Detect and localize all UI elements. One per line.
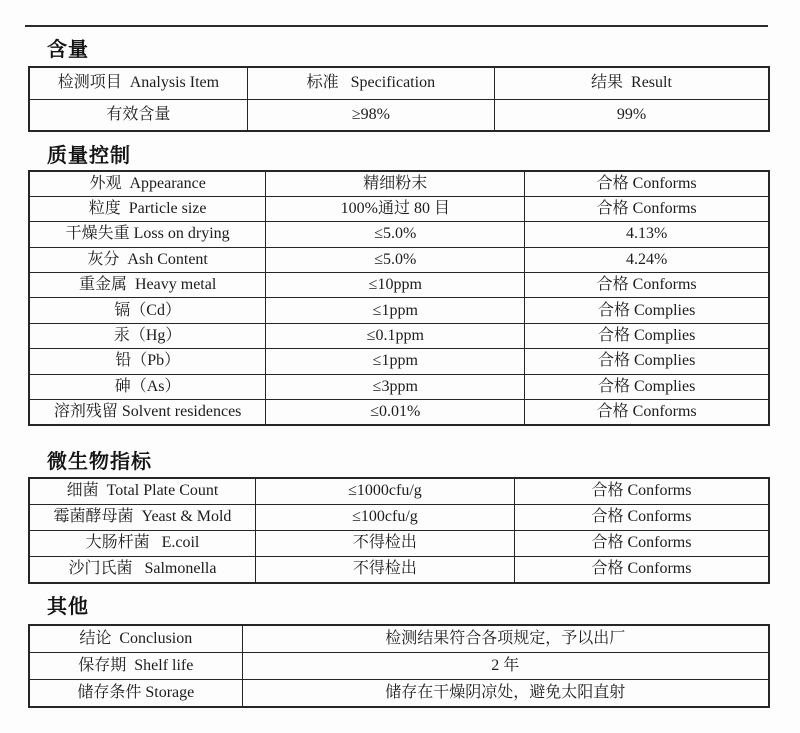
table-cell: 粒度 Particle size (29, 196, 266, 221)
table-row (29, 557, 769, 583)
table-cell: 合格 Conforms (514, 478, 769, 504)
table-row (29, 171, 769, 196)
table-row (29, 530, 769, 556)
table-row (29, 374, 769, 399)
table-cell: 4.13% (525, 222, 769, 247)
table-row (29, 652, 769, 679)
table-cell: 干燥失重 Loss on drying (29, 222, 266, 247)
table-cell: 有效含量 (29, 99, 247, 131)
table-row (29, 196, 769, 221)
table-row (29, 625, 769, 652)
top-rule (25, 25, 768, 27)
table-cell: ≤1000cfu/g (255, 478, 514, 504)
table-row (29, 67, 769, 99)
table-cell: ≤10ppm (266, 273, 525, 298)
table-cell: 合格 Conforms (525, 273, 769, 298)
table-row (29, 222, 769, 247)
table-row (29, 298, 769, 323)
table-cell: 铅（Pb） (29, 349, 266, 374)
table-cell: 合格 Complies (525, 323, 769, 348)
section-heading-other: 其他 (47, 596, 89, 618)
table-row (29, 273, 769, 298)
content-table (28, 66, 770, 132)
table-cell: 砷（As） (29, 374, 266, 399)
table-row (29, 323, 769, 348)
table-cell: ≤0.01% (266, 400, 525, 425)
table-cell: 99% (494, 99, 769, 131)
table-cell: ≤1ppm (266, 298, 525, 323)
table-cell: 大肠杆菌 E.coil (29, 530, 255, 556)
table-cell: 外观 Appearance (29, 171, 266, 196)
table-cell: 灰分 Ash Content (29, 247, 266, 272)
table-cell: 沙门氏菌 Salmonella (29, 557, 255, 583)
section-heading-quality-control: 质量控制 (47, 145, 131, 167)
table-cell: 细菌 Total Plate Count (29, 478, 255, 504)
table-cell: 检测结果符合各项规定，予以出厂 (242, 625, 769, 652)
table-row (29, 478, 769, 504)
table-cell: 100%通过 80 目 (266, 196, 525, 221)
table-cell: ≥98% (247, 99, 494, 131)
section-heading-microbiological: 微生物指标 (47, 451, 152, 473)
table-cell: 汞（Hg） (29, 323, 266, 348)
table-cell: 标准 Specification (247, 67, 494, 99)
table-row (29, 247, 769, 272)
table-cell: ≤5.0% (266, 222, 525, 247)
table-cell: 合格 Conforms (525, 400, 769, 425)
section-heading-content: 含量 (47, 39, 89, 61)
table-cell: 不得检出 (255, 557, 514, 583)
table-cell: ≤3ppm (266, 374, 525, 399)
table-cell: 检测项目 Analysis Item (29, 67, 247, 99)
microbiological-table (28, 477, 770, 584)
table-row (29, 400, 769, 425)
table-cell: 镉（Cd） (29, 298, 266, 323)
table-row (29, 349, 769, 374)
table-cell: 合格 Conforms (514, 557, 769, 583)
table-cell: 4.24% (525, 247, 769, 272)
table-cell: 2 年 (242, 652, 769, 679)
table-cell: ≤5.0% (266, 247, 525, 272)
table-cell: 合格 Complies (525, 349, 769, 374)
table-cell: 精细粉末 (266, 171, 525, 196)
table-cell: 合格 Conforms (525, 196, 769, 221)
table-cell: 合格 Complies (525, 374, 769, 399)
table-cell: 储存条件 Storage (29, 680, 242, 707)
table-cell: 保存期 Shelf life (29, 652, 242, 679)
table-cell: 不得检出 (255, 530, 514, 556)
table-cell: 溶剂残留 Solvent residences (29, 400, 266, 425)
table-cell: 霉菌酵母菌 Yeast & Mold (29, 504, 255, 530)
table-cell: 重金属 Heavy metal (29, 273, 266, 298)
table-row (29, 504, 769, 530)
table-cell: 结果 Result (494, 67, 769, 99)
table-cell: ≤100cfu/g (255, 504, 514, 530)
table-cell: ≤1ppm (266, 349, 525, 374)
table-cell: 结论 Conclusion (29, 625, 242, 652)
other-table (28, 624, 770, 708)
table-cell: 合格 Conforms (514, 530, 769, 556)
table-cell: 合格 Conforms (525, 171, 769, 196)
table-cell: 合格 Complies (525, 298, 769, 323)
table-row (29, 99, 769, 131)
table-cell: ≤0.1ppm (266, 323, 525, 348)
table-cell: 储存在干燥阴凉处，避免太阳直射 (242, 680, 769, 707)
quality-control-table (28, 170, 770, 426)
table-row (29, 680, 769, 707)
table-cell: 合格 Conforms (514, 504, 769, 530)
